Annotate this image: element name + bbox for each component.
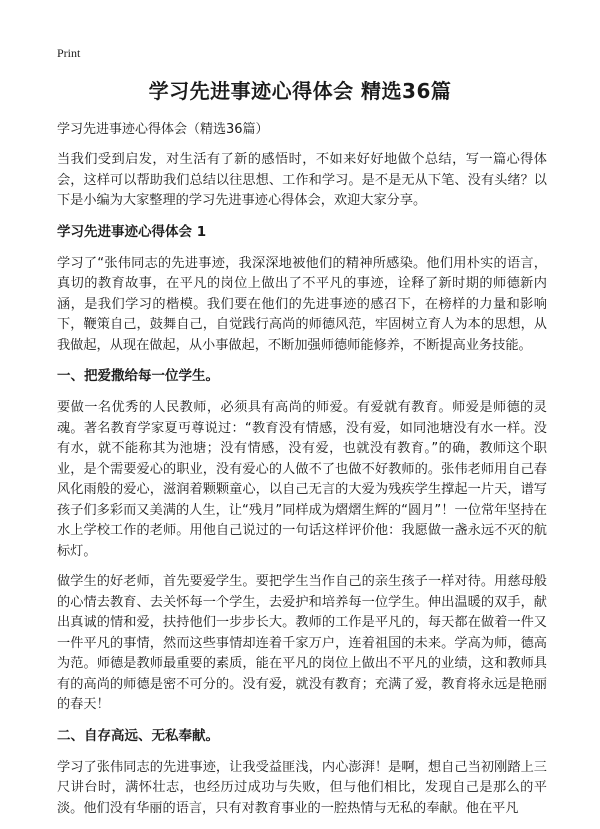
intro-paragraph: 当我们受到启发，对生活有了新的感悟时，不如来好好地做个总结，写一篇心得体会，这样可以帮助我们总结以往思想、工作和学习。是不是无从下笔、没有头绪？以下是小编为大家整理的学习先进事迹心得体会，欢迎大家分享。 (57, 152, 547, 208)
document-body (57, 120, 547, 829)
section-heading-1: 学习先进事迹心得体会 1 (57, 223, 207, 240)
love-paragraph-2: 做学生的好老师，首先要爱学生。要把学生当作自己的亲生孩子一样对待。用慈母般的心情去教育、去关怀每一个学生，去爱护和培养每一位学生。伸出温暖的双手，献出真诚的情和爱，扶持他们一步步长大。教师的工作是平凡的，每天都在做着一件又一件平凡的事情，然而这些事情却连着千家万户，连着祖国的未来。学高为师，德高为范。师德是教师最重要的素质，能在平凡的岗位上做出不平凡的业绩，这和教师具有的高尚的师德是密不可分的。没有爱，就没有教育；充满了爱，教育将永远是艳丽的春天！ (57, 574, 547, 712)
document-subtitle: 学习先进事迹心得体会（精选36篇） (57, 122, 269, 137)
page-title: 学习先进事迹心得体会 精选36篇 (148, 79, 452, 103)
section1-paragraph-1: 学习了“张伟同志的先进事迹，我深深地被他们的精神所感染。他们用朴实的语言，真切的教育故事，在平凡的岗位上做出了不平凡的事迹，诠释了新时期的师德新内涵，是我们学习的楷模。我们要在他们的先进事迹的感召下，在榜样的力量和影响下，鞭策自己，鼓舞自己，自觉践行高尚的师德风范，牢固树立育人为本的思想，从我做起，从现在做起，从小事做起，不断加强师德师能修养，不断提高业务技能。 (57, 255, 547, 353)
dedication-paragraph-1: 学习了张伟同志的先进事迹，让我受益匪浅，内心澎湃！是啊，想自己当初刚踏上三尺讲台时，满怀壮志，也经历过成功与失败，但与他们相比，发现自己是那么的平淡。他们没有华丽的语言，只有对教育事业的一腔热情与无私的奉献。他在平凡 (57, 759, 547, 816)
love-paragraph-1: 要做一名优秀的人民教师，必须具有高尚的师爱。有爱就有教育。师爱是师德的灵魂。著名教育学家夏丏尊说过：“教育没有情感，没有爱，如同池塘没有水一样。没有水，就不能称其为池塘；没有情感，没有爱，也就没有教育。”的确，教师这个职业，是个需要爱心的职业，没有爱心的人做不了也做不好教师的。张伟老师用自己春风化雨般的爱心，滋润着颗颗童心，以自己无言的大爱为残疾学生撑起一片天，谱写孩子们多彩而又美满的人生，让“残月”同样成为熠熠生辉的“圆月”！一位常年坚持在水上学校工作的老师。用他自己说过的一句话这样评价他：我愿做一盏永远不灭的航标灯。 (57, 400, 547, 559)
subheading-love-students: 一、把爱撒给每一位学生。 (57, 368, 219, 384)
print-link[interactable]: Print (57, 46, 81, 60)
subheading-dedication: 二、自存高远、无私奉献。 (57, 727, 219, 744)
